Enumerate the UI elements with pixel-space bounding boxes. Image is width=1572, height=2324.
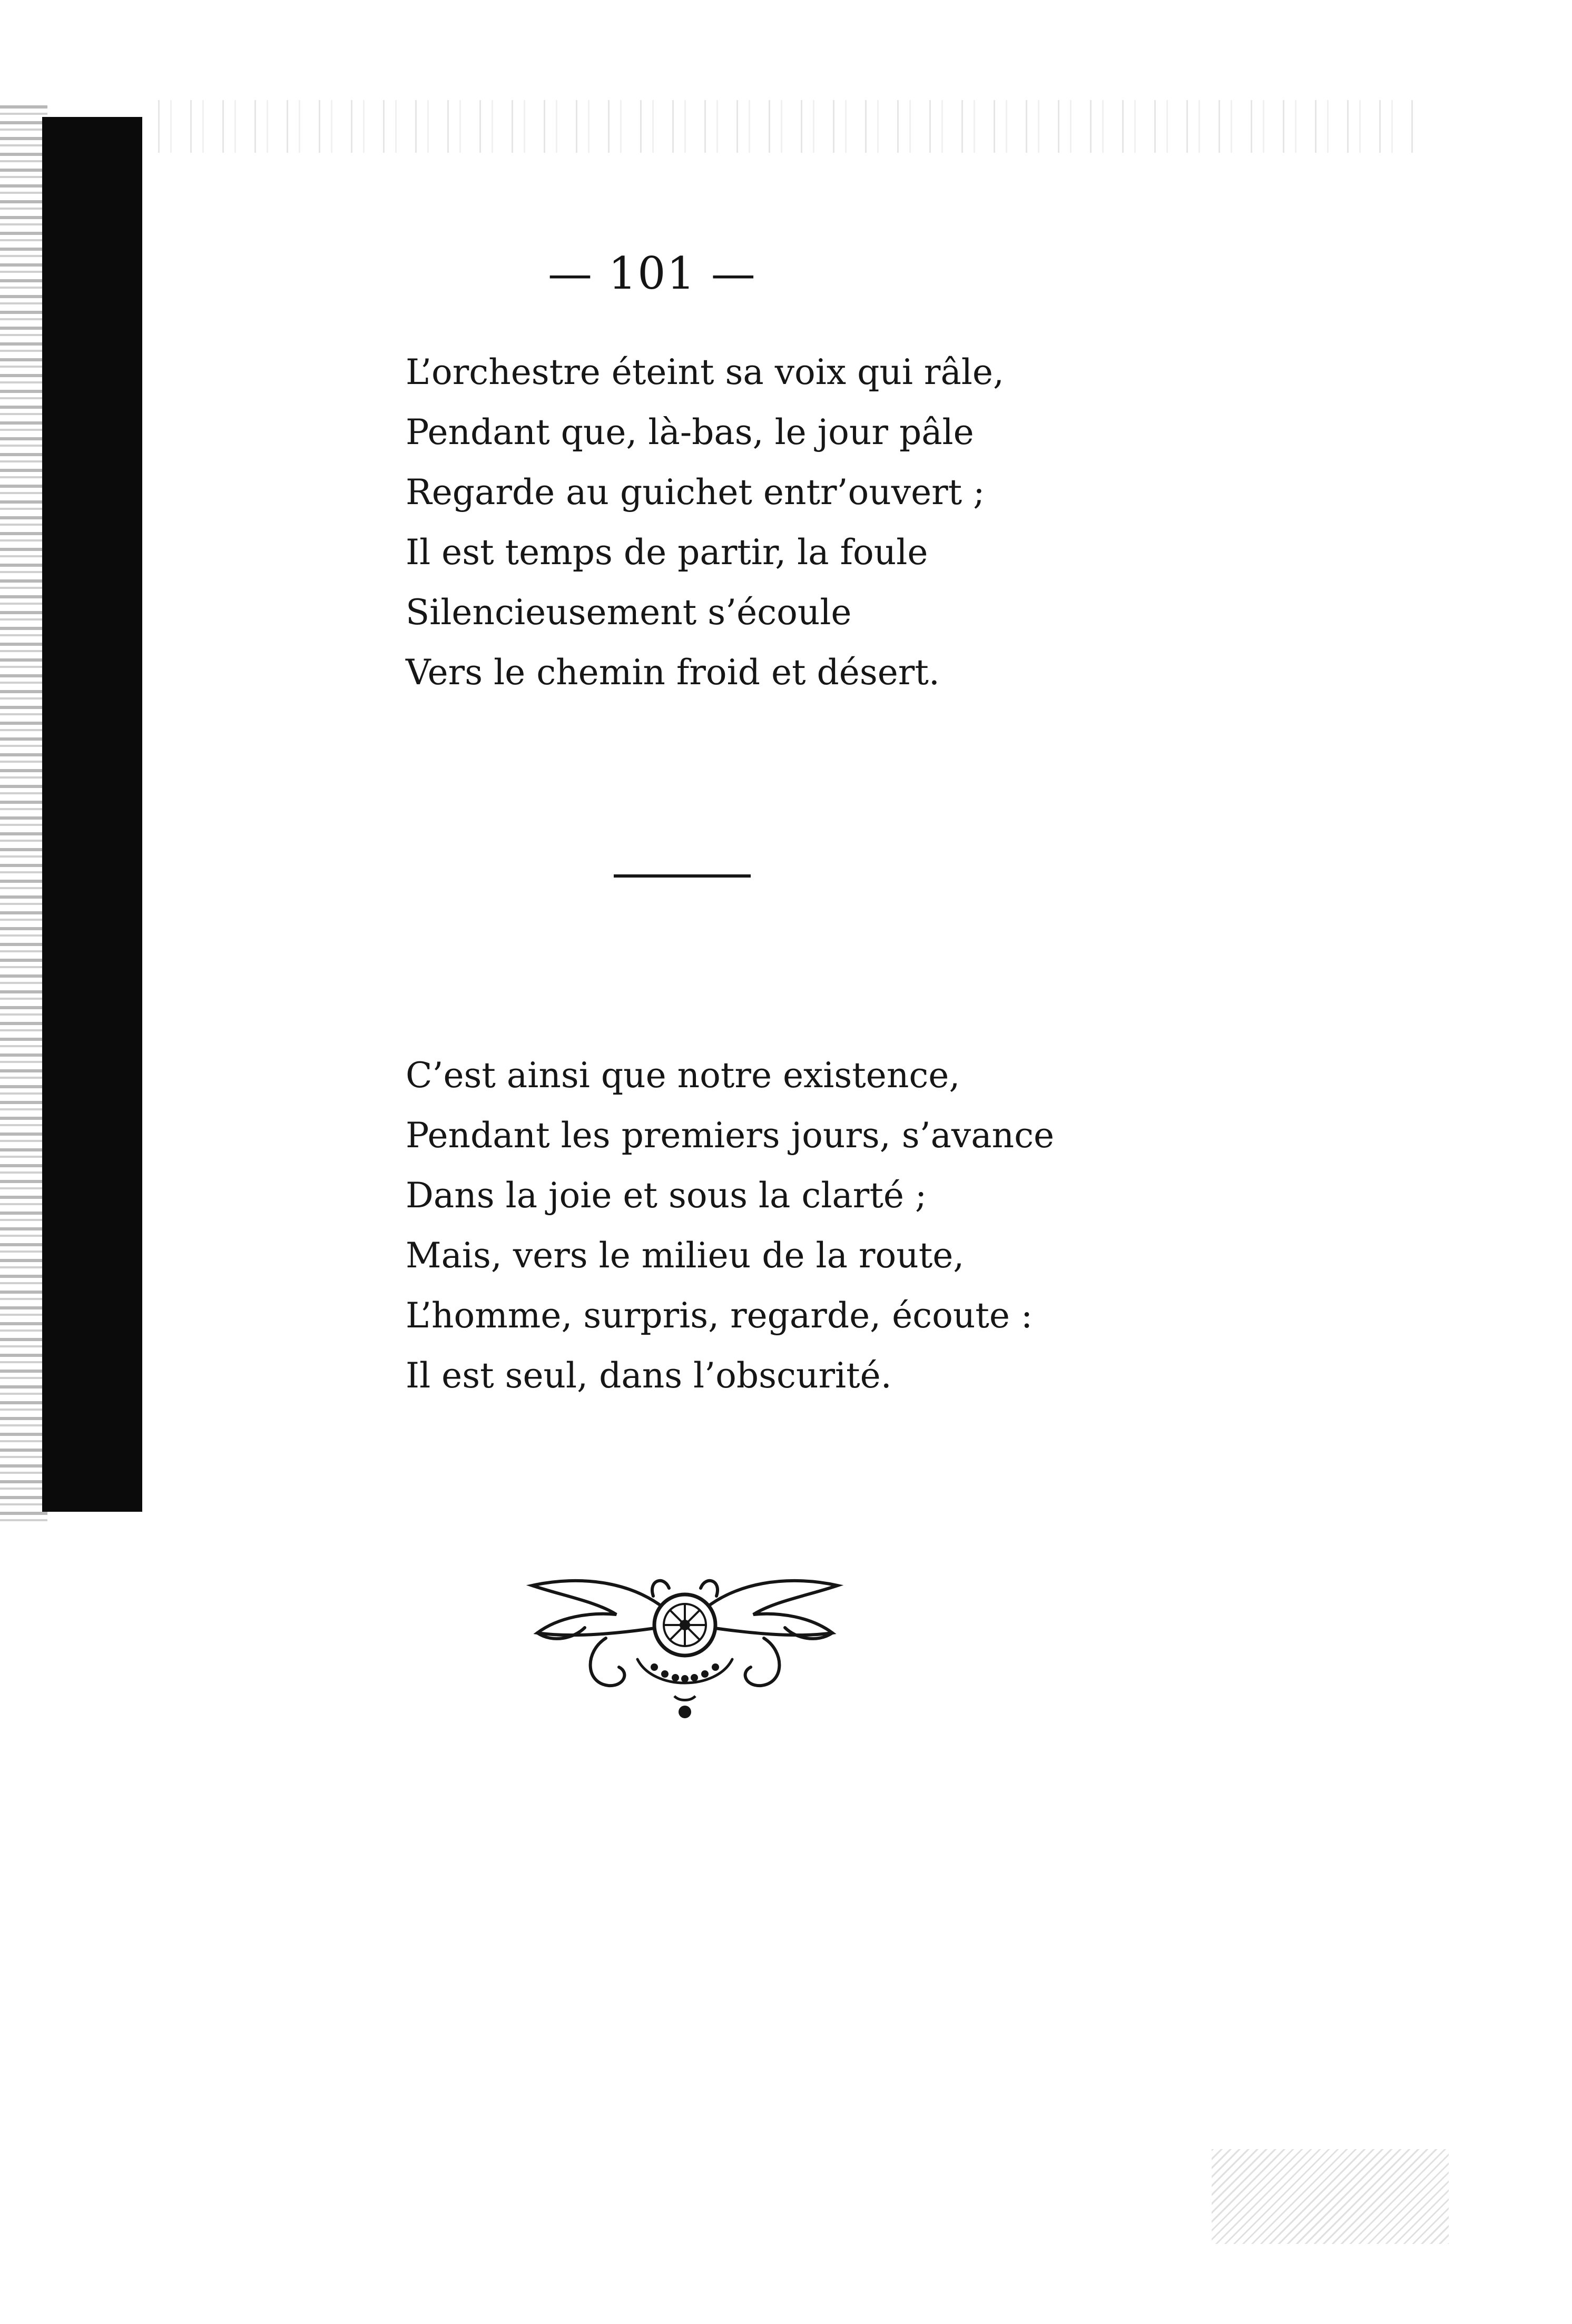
poem-line: Pendant que, là-bas, le jour pâle — [406, 412, 974, 452]
binding-shadow-bar — [42, 117, 142, 1512]
poem-line: Vers le chemin froid et désert. — [406, 652, 940, 693]
section-separator-rule — [614, 874, 751, 878]
poem-line: L’orchestre éteint sa voix qui râle, — [406, 352, 1004, 392]
top-edge-speckle — [158, 100, 1422, 153]
poem-line: Mais, vers le milieu de la route, — [406, 1235, 965, 1276]
page-number: — 101 — — [548, 248, 756, 299]
poem-line: Dans la joie et sous la clarté ; — [406, 1175, 927, 1216]
floral-tailpiece-icon — [516, 1559, 853, 1733]
binding-edge-texture — [0, 105, 47, 1528]
poem-stanza-1 — [406, 342, 1004, 703]
poem-line: L’homme, surpris, regarde, écoute : — [406, 1295, 1033, 1336]
poem-line: C’est ainsi que notre existence, — [406, 1055, 960, 1096]
poem-line: Silencieusement s’écoule — [406, 592, 852, 633]
bottom-corner-speckle — [1212, 2149, 1449, 2244]
poem-stanza-2 — [406, 1046, 1054, 1406]
poem-line: Regarde au guichet entr’ouvert ; — [406, 472, 985, 513]
poem-line: Il est temps de partir, la foule — [406, 532, 928, 573]
poem-line: Il est seul, dans l’obscurité. — [406, 1355, 892, 1396]
poem-line: Pendant les premiers jours, s’avance — [406, 1115, 1055, 1156]
